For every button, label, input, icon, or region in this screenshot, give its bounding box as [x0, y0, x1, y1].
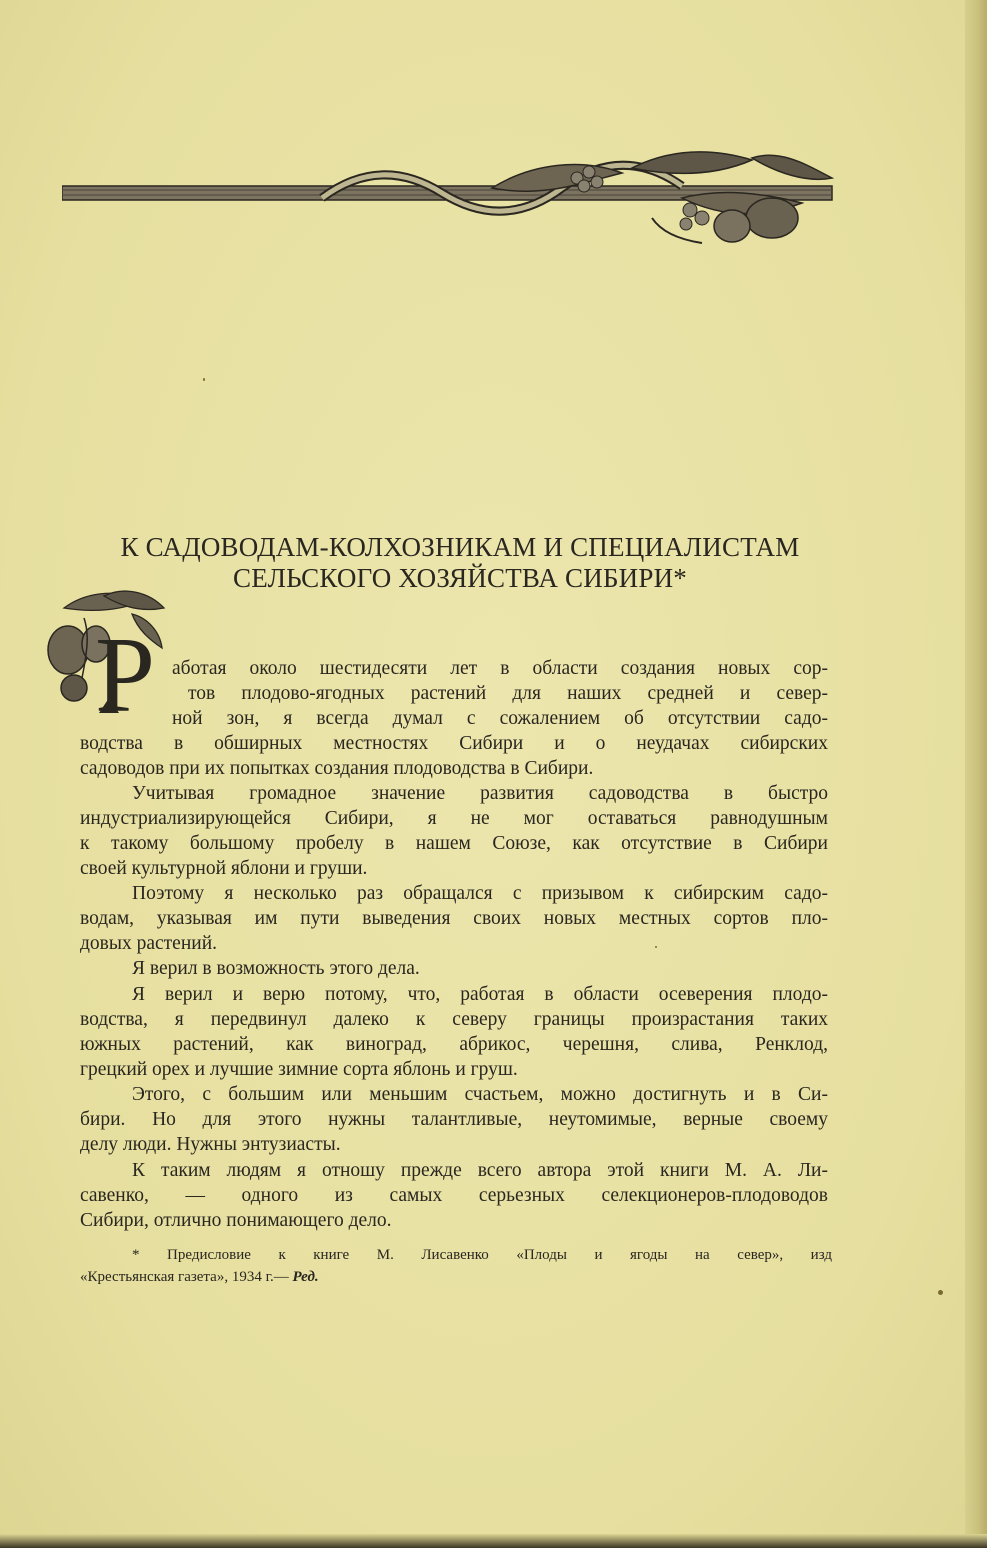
paragraph-5-line-3: южных растений, как виноград, абрикос, черешня, слива, Ренклод,	[80, 1034, 828, 1055]
footnote	[80, 1244, 832, 1288]
article-title	[60, 532, 860, 594]
paragraph-4-line-1: Я верил в возможность этого дела.	[132, 958, 420, 979]
paragraph-1-line-1: аботая около шестидесяти лет в области создания новых сор-	[172, 658, 828, 679]
paper-speck	[655, 946, 657, 948]
page-edge-right	[965, 0, 987, 1548]
paper-speck	[938, 1290, 943, 1295]
footnote-line-2	[80, 1266, 832, 1288]
paragraph-6-line-3: делу люди. Нужны энтузиасты.	[80, 1134, 341, 1155]
header-ornament	[62, 148, 838, 248]
paragraph-1-line-2: тов плодово-ягодных растений для наших средней и север-	[188, 683, 828, 704]
paragraph-1-line-3: ной зон, я всегда думал с сожалением об отсутствии садо-	[172, 708, 828, 729]
footnote-editor-mark: Ред.	[292, 1269, 319, 1285]
paper-speck	[203, 378, 205, 381]
footnote-line-1: * Предисловие к книге М. Лисавенко «Плоды и ягоды на север», изд	[132, 1247, 832, 1263]
paragraph-5-line-1: Я верил и верю потому, что, работая в области осеверения плодо-	[132, 984, 828, 1005]
paragraph-7-line-1: К таким людям я отношу прежде всего автора этой книги М. А. Ли-	[132, 1160, 828, 1181]
paragraph-6-line-2: бири. Но для этого нужны талантливые, неутомимые, верные своему	[80, 1109, 828, 1130]
paragraph-3-line-1: Поэтому я несколько раз обращался с призывом к сибирским садо-	[132, 883, 828, 904]
paragraph-7-line-2: савенко, — одного из самых серьезных селекционеров-плодоводов	[80, 1185, 828, 1206]
title-line-2: СЕЛЬСКОГО ХОЗЯЙСТВА СИБИРИ*	[233, 563, 687, 593]
paragraph-6-line-1: Этого, с большим или меньшим счастьем, можно достигнуть и в Си-	[132, 1084, 828, 1105]
paragraph-1-line-4: водства в обширных местностях Сибири и о неудачах сибирских	[80, 733, 828, 754]
paragraph-5-line-4: грецкий орех и лучшие зимние сорта яблонь и груш.	[80, 1059, 518, 1080]
paragraph-2-line-3: к такому большому пробелу в нашем Союзе, как отсутствие в Сибири	[80, 833, 828, 854]
paragraph-2-line-4: своей культурной яблони и груши.	[80, 858, 368, 879]
paragraph-2-line-1: Учитывая громадное значение развития садоводства в быстро	[132, 783, 828, 804]
dropcap-letter: Р	[94, 616, 156, 735]
paragraph-7-line-3: Сибири, отлично понимающего дело.	[80, 1210, 392, 1231]
paragraph-3-line-2: водам, указывая им пути выведения своих новых местных сортов пло-	[80, 908, 828, 929]
title-line-1: К САДОВОДАМ-КОЛХОЗНИКАМ И СПЕЦИАЛИСТАМ	[120, 532, 800, 562]
paragraph-2-line-2: индустриализирующейся Сибири, я не мог оставаться равнодушным	[80, 808, 828, 829]
page-edge-bottom	[0, 1534, 987, 1548]
paragraph-1-line-5: садоводов при их попытках создания плодоводства в Сибири.	[80, 758, 594, 779]
paragraph-5-line-2: водства, я передвинул далеко к северу границы произрастания таких	[80, 1009, 828, 1030]
paragraph-3-line-3: довых растений.	[80, 933, 218, 954]
footnote-source: «Крестьянская газета», 1934 г.—	[80, 1269, 293, 1285]
